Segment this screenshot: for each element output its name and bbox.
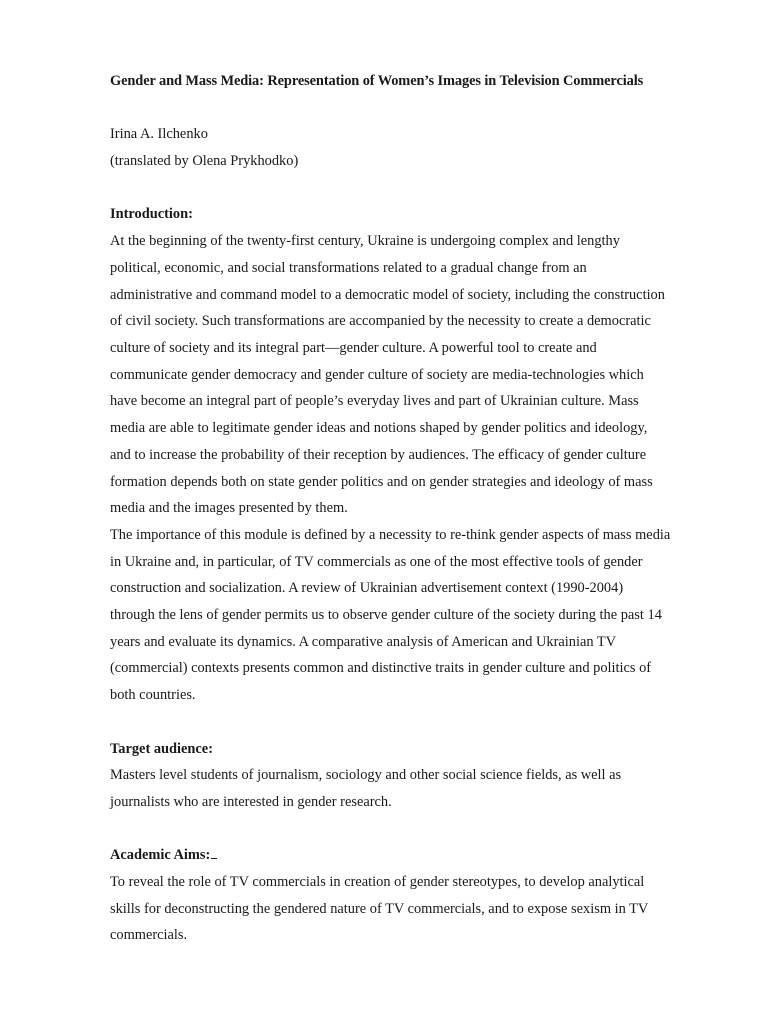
text-line: (commercial) contexts presents common and distinctive traits in gender culture and politics of — [110, 660, 652, 677]
document-body — [110, 68, 716, 949]
author-block — [110, 121, 716, 174]
text-line: The importance of this module is defined by a necessity to re-think gender aspects of mass media — [110, 526, 671, 543]
target-audience-paragraph — [110, 762, 716, 815]
text-line: through the lens of gender permits us to observe gender culture of the society during the past 14 — [110, 607, 662, 624]
text-line: and to increase the probability of their reception by audiences. The efficacy of gender culture — [110, 446, 647, 463]
text-line: administrative and command model to a democratic model of society, including the construction — [110, 286, 665, 303]
introduction-paragraph-2 — [110, 522, 716, 709]
text-line: media and the images presented by them. — [110, 500, 348, 517]
text-line: have become an integral part of people’s everyday lives and part of Ukrainian culture. Mass — [110, 393, 639, 410]
text-line: skills for deconstructing the gendered nature of TV commercials, and to expose sexism in TV — [110, 900, 649, 917]
text-line: construction and socialization. A review of Ukrainian advertisement context (1990-2004) — [110, 580, 624, 597]
text-line: years and evaluate its dynamics. A comparative analysis of American and Ukrainian TV — [110, 633, 617, 650]
text-line: journalists who are interested in gender research. — [110, 793, 392, 810]
text-line: both countries. — [110, 687, 196, 704]
text-line: To reveal the role of TV commercials in creation of gender stereotypes, to develop analytical — [110, 874, 645, 891]
text-line: culture of society and its integral part—gender culture. A powerful tool to create and — [110, 340, 597, 356]
text-line: Masters level students of journalism, sociology and other social science fields, as well as — [110, 767, 622, 784]
introduction-paragraph-1 — [110, 228, 716, 522]
text-line: political, economic, and social transformations related to a gradual change from an — [110, 259, 587, 276]
text-line: At the beginning of the twenty-first century, Ukraine is undergoing complex and lengthy — [110, 233, 620, 250]
introduction-heading: Introduction: — [110, 206, 193, 223]
text-line: commercials. — [110, 927, 188, 944]
underline-mark — [211, 857, 217, 859]
author-name: Irina A. Ilchenko — [110, 126, 208, 143]
spacer — [110, 816, 716, 843]
document-title: Gender and Mass Media: Representation of Women’s Images in Television Commercials — [110, 73, 644, 89]
spacer — [110, 175, 716, 202]
academic-aims-heading-text: Academic Aims: — [110, 847, 211, 864]
academic-aims-paragraph — [110, 869, 716, 949]
spacer — [110, 709, 716, 736]
text-line: communicate gender democracy and gender culture of society are media-technologies which — [110, 366, 644, 383]
academic-aims-heading — [110, 842, 716, 869]
text-line: of civil society. Such transformations are accompanied by the necessity to create a democratic — [110, 313, 651, 330]
target-audience-heading: Target audience: — [110, 740, 213, 757]
text-line: media are able to legitimate gender ideas and notions shaped by gender politics and ideology, — [110, 420, 648, 437]
translator-credit: (translated by Olena Prykhodko) — [110, 153, 299, 170]
text-line: in Ukraine and, in particular, of TV commercials as one of the most effective tools of gender — [110, 553, 643, 570]
text-line: formation depends both on state gender politics and on gender strategies and ideology of mass — [110, 473, 653, 490]
